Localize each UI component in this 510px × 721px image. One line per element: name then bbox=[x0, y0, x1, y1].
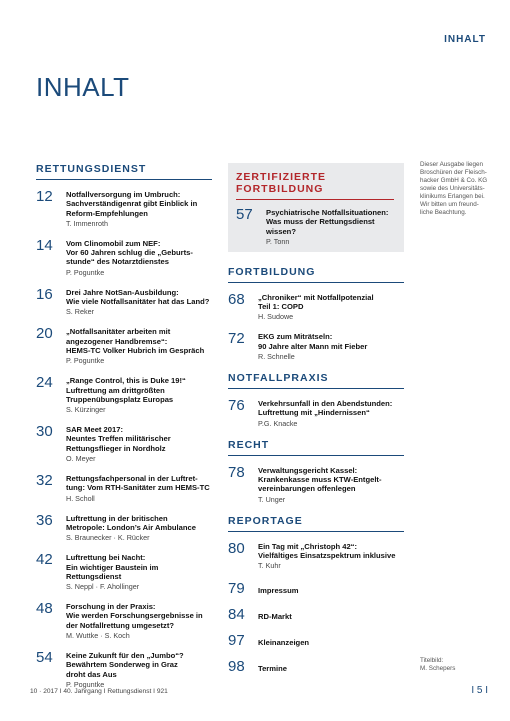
page-number: 97 bbox=[228, 632, 245, 650]
page-number: 72 bbox=[228, 330, 245, 348]
page-number: 14 bbox=[36, 236, 53, 254]
recht-list bbox=[228, 463, 404, 504]
left-column bbox=[36, 163, 212, 700]
entry-title: EKG zum Miträtseln: 90 Jahre alter Mann mit Fieber bbox=[258, 332, 368, 351]
entry-title: Keine Zukunft für den „Jumbo“? Bewährtem Sonderweg in Graz droht das Aus bbox=[66, 651, 184, 679]
entry-author: T. Immenroth bbox=[66, 218, 108, 228]
toc-entry[interactable] bbox=[36, 376, 212, 414]
entry-title: Luftrettung bei Nacht: Ein wichtiger Baustein im Rettungsdienst bbox=[66, 553, 159, 581]
entry-title: Vom Clinomobil zum NEF: Vor 60 Jahren schlug die „Geburts- stunde“ des Notarztdienstes bbox=[66, 238, 193, 267]
header-label: INHALT bbox=[444, 34, 486, 45]
entry-title: Psychiatrische Notfallsituationen: Was muss der Rettungsdienst wissen? bbox=[266, 208, 389, 236]
rettungsdienst-list bbox=[36, 190, 212, 689]
toc-entry[interactable] bbox=[36, 602, 212, 640]
toc-entry[interactable] bbox=[36, 651, 212, 689]
toc-entry[interactable] bbox=[36, 474, 212, 503]
section-heading-notfallpraxis: NOTFALLPRAXIS bbox=[228, 372, 404, 389]
entry-author: S. Neppl · F. Ahollinger bbox=[66, 582, 140, 592]
toc-entry[interactable] bbox=[228, 607, 404, 625]
section-heading-zertifizierte: ZERTIFIZIERTE FORTBILDUNG bbox=[236, 171, 394, 200]
entry-title: Ein Tag mit „Christoph 42“: Vielfältiges Einsatzspektrum inklusive bbox=[258, 541, 396, 560]
entry-title: Notfallversorgung im Umbruch: Sachverständigenrat gibt Einblick in Reform-Empfehlungen bbox=[66, 190, 198, 218]
page-number: 32 bbox=[36, 472, 53, 490]
page-number: 54 bbox=[36, 649, 53, 667]
entry-author: S. Braunecker · K. Rücker bbox=[66, 533, 150, 543]
toc-entry[interactable] bbox=[228, 633, 404, 651]
toc-entry[interactable] bbox=[36, 327, 212, 365]
entry-author: S. Reker bbox=[66, 307, 94, 317]
entry-author: P. Tonn bbox=[266, 236, 290, 246]
toc-entry[interactable] bbox=[228, 290, 404, 322]
page-number: 84 bbox=[228, 606, 245, 624]
entry-author: T. Unger bbox=[258, 494, 286, 504]
entry-title: „Notfallsanitäter arbeiten mit angezogener Handbremse“: HEMS-TC Volker Hubrich im Gespräch bbox=[66, 327, 205, 355]
page-number: 68 bbox=[228, 290, 245, 308]
page-number: 48 bbox=[36, 600, 53, 618]
entry-title: RD-Markt bbox=[258, 612, 292, 622]
insert-note: Dieser Ausgabe liegen Broschüren der Fleisch-hacker GmbH & Co. KG sowie des Universitäts-klinikums Erlangen bei. Wir bitten um freund-liche Beachtung. bbox=[420, 161, 488, 216]
entry-author: R. Schnelle bbox=[258, 352, 295, 362]
entry-author: P. Poguntke bbox=[66, 679, 105, 689]
entry-author: O. Meyer bbox=[66, 454, 96, 464]
toc-entry[interactable] bbox=[36, 425, 212, 463]
page-number: 24 bbox=[36, 374, 53, 392]
toc-entry[interactable] bbox=[228, 399, 404, 428]
toc-entry[interactable] bbox=[228, 332, 404, 361]
entry-author: M. Wuttke · S. Koch bbox=[66, 631, 130, 641]
entry-author: S. Kürzinger bbox=[66, 405, 106, 415]
entry-title: Impressum bbox=[258, 586, 299, 596]
entry-title: „Chroniker“ mit Notfallpotenzial Teil 1: COPD bbox=[258, 292, 374, 312]
cover-credit: Titelbild: M. Schepers bbox=[420, 657, 456, 672]
entry-title: SAR Meet 2017: Neuntes Treffen militärischer Rettungsflieger in Nordholz bbox=[66, 425, 171, 453]
section-heading-rettungsdienst: RETTUNGSDIENST bbox=[36, 163, 212, 180]
entry-title: Kleinanzeigen bbox=[258, 638, 310, 648]
section-heading-recht: RECHT bbox=[228, 439, 404, 456]
entry-author: P. Poguntke bbox=[66, 356, 105, 366]
misc-list bbox=[228, 581, 404, 677]
entry-author: H. Sudowe bbox=[258, 312, 294, 322]
entry-title: Luftrettung in der britischen Metropole: London’s Air Ambulance bbox=[66, 513, 196, 532]
entry-author: P.G. Knacke bbox=[258, 418, 298, 428]
toc-entry[interactable] bbox=[228, 463, 404, 504]
toc-entry[interactable] bbox=[236, 208, 394, 246]
entry-title: Verkehrsunfall in den Abendstunden: Luftrettung mit „Hindernissen“ bbox=[258, 399, 393, 418]
page-number: 76 bbox=[228, 397, 245, 415]
entry-title: Forschung in der Praxis: Wie werden Forschungsergebnisse in der Notfallrettung umgesetzt? bbox=[66, 602, 203, 630]
reportage-list bbox=[228, 539, 404, 571]
certified-box bbox=[228, 163, 404, 252]
page-number: 30 bbox=[36, 423, 53, 441]
page-number: 12 bbox=[36, 188, 53, 205]
section-heading-fortbildung: FORTBILDUNG bbox=[228, 266, 404, 283]
entry-title: Drei Jahre NotSan-Ausbildung: Wie viele Notfallsanitäter hat das Land? bbox=[66, 287, 210, 307]
toc-entry[interactable] bbox=[36, 511, 212, 543]
fortbildung-list bbox=[228, 290, 404, 362]
entry-title: Termine bbox=[258, 664, 287, 674]
toc-entry[interactable] bbox=[228, 539, 404, 571]
page-number: 20 bbox=[36, 325, 53, 343]
entry-title: Verwaltungsgericht Kassel: Krankenkasse muss KTW-Entgelt- vereinbarungen offenlegen bbox=[258, 465, 382, 494]
entry-title: Rettungsfachpersonal in der Luftret- tung: Vom RTH-Sanitäter zum HEMS-TC bbox=[66, 474, 210, 493]
page-number: 79 bbox=[228, 580, 245, 598]
entry-title: „Range Control, this is Duke 19!“ Luftrettung am drittgrößten Truppenübungsplatz Europas bbox=[66, 376, 186, 404]
entry-author: H. Scholl bbox=[66, 493, 95, 503]
page-number: 78 bbox=[228, 463, 245, 481]
toc-entry[interactable] bbox=[36, 553, 212, 591]
toc-entry[interactable] bbox=[36, 285, 212, 317]
toc-entry[interactable] bbox=[36, 190, 212, 228]
page-number-footer: I 5 I bbox=[471, 685, 488, 696]
entry-author: P. Poguntke bbox=[66, 267, 105, 277]
page-number: 42 bbox=[36, 551, 53, 569]
page-number: 98 bbox=[228, 658, 245, 676]
toc-entry[interactable] bbox=[36, 236, 212, 277]
right-column bbox=[228, 163, 404, 685]
entry-author: T. Kuhr bbox=[258, 561, 281, 571]
toc-entry[interactable] bbox=[228, 581, 404, 599]
page-title: INHALT bbox=[36, 72, 130, 102]
section-heading-reportage: REPORTAGE bbox=[228, 515, 404, 532]
page-number: 16 bbox=[36, 285, 53, 303]
page-number: 36 bbox=[36, 511, 53, 529]
page-number: 57 bbox=[236, 206, 253, 223]
page-number: 80 bbox=[228, 539, 245, 557]
footer-info: 10 · 2017 I 40. Jahrgang I Rettungsdienst I 921 bbox=[30, 688, 168, 695]
notfallpraxis-list bbox=[228, 399, 404, 428]
toc-entry[interactable] bbox=[228, 659, 404, 677]
